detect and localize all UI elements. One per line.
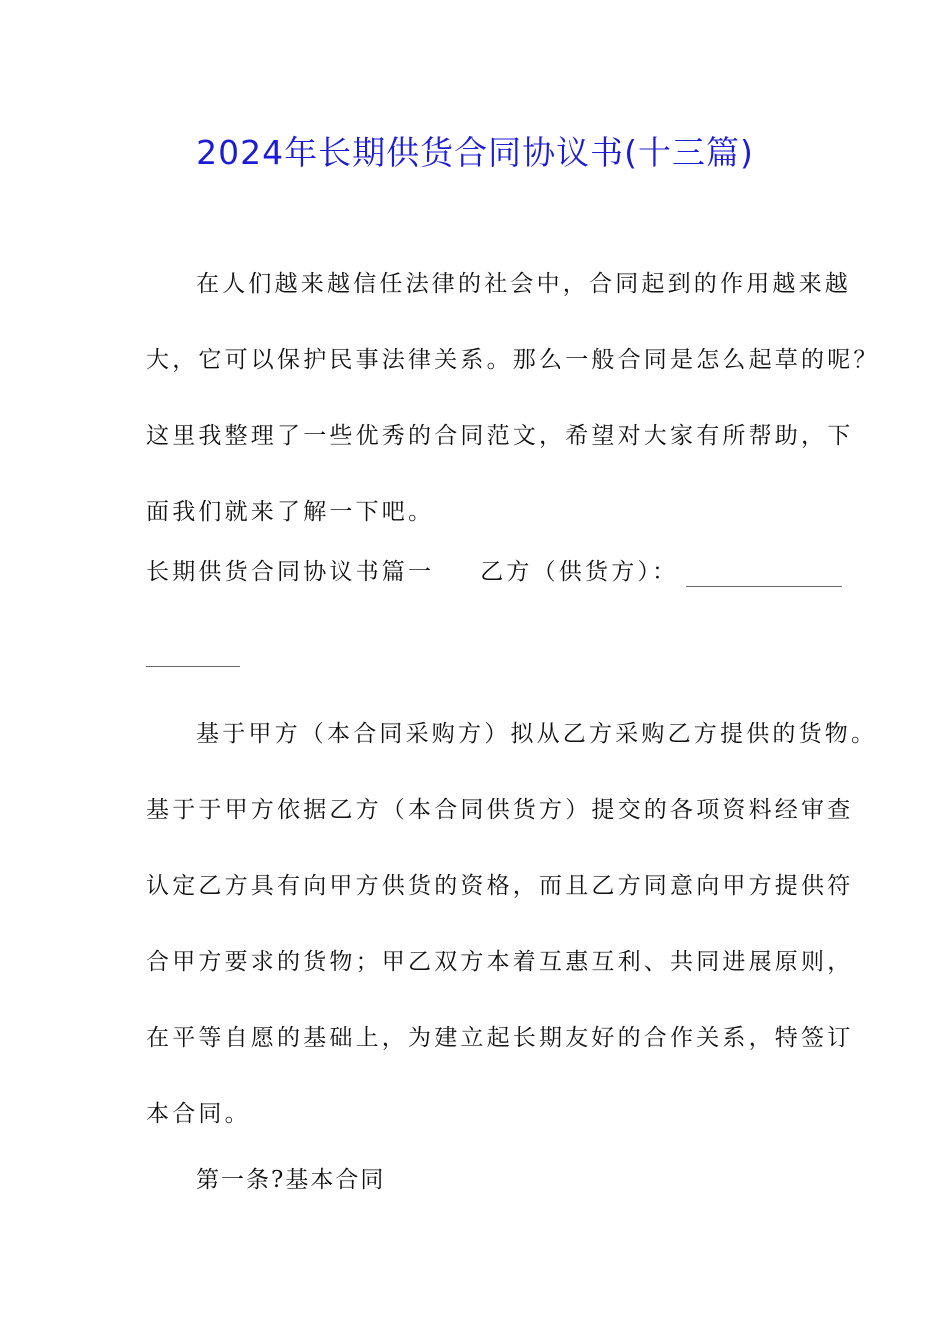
body-line: 合甲方要求的货物；甲乙双方本着互惠互利、共同进展原则， bbox=[146, 949, 854, 975]
document-title: 2024年长期供货合同协议书(十三篇) bbox=[196, 133, 754, 172]
body-line: 本合同。 bbox=[146, 1101, 251, 1127]
party-b-blank-line bbox=[686, 585, 842, 587]
intro-line: 在人们越来越信任法律的社会中，合同起到的作用越来越 bbox=[196, 271, 851, 297]
intro-paragraph bbox=[146, 246, 880, 550]
article-1-heading: 第一条?基本合同 bbox=[196, 1167, 386, 1193]
section-heading: 长期供货合同协议书篇一 bbox=[146, 559, 435, 585]
party-b-blank-line-continued bbox=[146, 666, 240, 667]
party-b-label: 乙方（供货方）： bbox=[480, 559, 679, 585]
body-line: 在平等自愿的基础上，为建立起长期友好的合作关系，特签订 bbox=[146, 1025, 854, 1051]
section-heading-row bbox=[146, 534, 842, 610]
body-line: 基于甲方（本合同采购方）拟从乙方采购乙方提供的货物。 bbox=[196, 721, 878, 747]
body-paragraph bbox=[146, 696, 878, 1152]
intro-line: 这里我整理了一些优秀的合同范文，希望对大家有所帮助，下 bbox=[146, 423, 854, 449]
intro-line: 大，它可以保护民事法律关系。那么一般合同是怎么起草的呢？ bbox=[146, 347, 880, 373]
body-line: 认定乙方具有向甲方供货的资格，而且乙方同意向甲方提供符 bbox=[146, 873, 854, 899]
body-line: 基于于甲方依据乙方（本合同供货方）提交的各项资料经审查 bbox=[146, 797, 854, 823]
intro-line: 面我们就来了解一下吧。 bbox=[146, 499, 435, 525]
